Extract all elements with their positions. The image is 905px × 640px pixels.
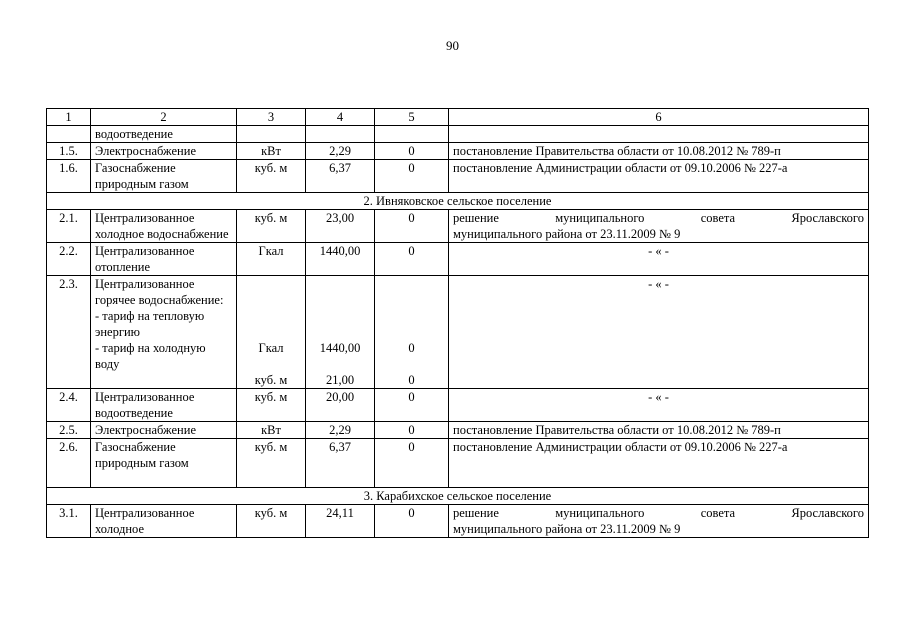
basis-cell bbox=[449, 505, 869, 538]
basis-cell: - « - bbox=[449, 389, 869, 422]
row-number-cell: 1.6. bbox=[47, 160, 91, 193]
service-name-cell: Электроснабжение bbox=[91, 422, 237, 439]
value-cell bbox=[306, 276, 375, 389]
col5-cell bbox=[375, 126, 449, 143]
col5-cell: 0 bbox=[375, 243, 449, 276]
table-row bbox=[47, 126, 869, 143]
table-row bbox=[47, 160, 869, 193]
row-number-cell bbox=[47, 126, 91, 143]
page-number: 90 bbox=[446, 38, 459, 53]
unit-cell: куб. м bbox=[237, 210, 306, 243]
basis-cell: - « - bbox=[449, 276, 869, 389]
col5-cell: 0 bbox=[375, 210, 449, 243]
service-name-cell bbox=[91, 276, 237, 389]
col5-cell bbox=[375, 276, 449, 389]
table-header-row bbox=[47, 109, 869, 126]
value-cell: 6,37 bbox=[306, 160, 375, 193]
row-number-cell: 2.1. bbox=[47, 210, 91, 243]
unit-value: Гкал bbox=[258, 341, 284, 355]
basis-line: решение муниципального совета Ярославского bbox=[453, 211, 864, 225]
unit-cell bbox=[237, 276, 306, 389]
table-row bbox=[47, 276, 869, 389]
row-number-cell: 1.5. bbox=[47, 143, 91, 160]
unit-cell: куб. м bbox=[237, 160, 306, 193]
header-cell: 1 bbox=[47, 109, 91, 126]
table-row bbox=[47, 210, 869, 243]
col5-cell: 0 bbox=[375, 439, 449, 488]
row-number-cell: 2.4. bbox=[47, 389, 91, 422]
col5-cell: 0 bbox=[375, 160, 449, 193]
service-name-cell: Электроснабжение bbox=[91, 143, 237, 160]
value-cell: 2,29 bbox=[306, 143, 375, 160]
col5-cell: 0 bbox=[375, 143, 449, 160]
unit-cell: кВт bbox=[237, 422, 306, 439]
table-row bbox=[47, 389, 869, 422]
table-row bbox=[47, 505, 869, 538]
basis-cell bbox=[449, 210, 869, 243]
row-number-cell: 2.2. bbox=[47, 243, 91, 276]
basis-cell: постановление Правительства области от 10.08.2012 № 789-п bbox=[449, 422, 869, 439]
basis-cell: постановление Администрации области от 09.10.2006 № 227-а bbox=[449, 439, 869, 488]
unit-cell bbox=[237, 126, 306, 143]
col5-value: 0 bbox=[408, 373, 415, 387]
col5-cell: 0 bbox=[375, 505, 449, 538]
section-title: 3. Карабихское сельское поселение bbox=[47, 488, 869, 505]
table-row bbox=[47, 439, 869, 488]
table-row bbox=[47, 243, 869, 276]
basis-cell: постановление Правительства области от 10.08.2012 № 789-п bbox=[449, 143, 869, 160]
value-cell: 23,00 bbox=[306, 210, 375, 243]
col5-value: 0 bbox=[408, 341, 415, 355]
service-name-cell: Централизованное холодное водоснабжение bbox=[91, 210, 237, 243]
tariff-table bbox=[46, 108, 869, 538]
basis-line: муниципального района от 23.11.2009 № 9 bbox=[453, 522, 681, 536]
value-value: 1440,00 bbox=[319, 341, 361, 355]
header-cell: 4 bbox=[306, 109, 375, 126]
row-number-cell: 2.3. bbox=[47, 276, 91, 389]
value-cell: 6,37 bbox=[306, 439, 375, 488]
service-name-line: Централизованное горячее водоснабжение: bbox=[95, 277, 224, 307]
unit-cell: куб. м bbox=[237, 439, 306, 488]
header-cell: 2 bbox=[91, 109, 237, 126]
service-name-cell: водоотведение bbox=[91, 126, 237, 143]
unit-value: куб. м bbox=[254, 373, 288, 387]
row-number-cell: 2.5. bbox=[47, 422, 91, 439]
value-cell: 1440,00 bbox=[306, 243, 375, 276]
table-row bbox=[47, 143, 869, 160]
header-cell: 6 bbox=[449, 109, 869, 126]
unit-cell: Гкал bbox=[237, 243, 306, 276]
header-cell: 5 bbox=[375, 109, 449, 126]
col5-cell: 0 bbox=[375, 389, 449, 422]
unit-cell: куб. м bbox=[237, 505, 306, 538]
value-value: 21,00 bbox=[325, 373, 355, 387]
row-number-cell: 3.1. bbox=[47, 505, 91, 538]
basis-cell: постановление Администрации области от 09.10.2006 № 227-а bbox=[449, 160, 869, 193]
value-cell: 2,29 bbox=[306, 422, 375, 439]
service-name-line: - тариф на тепловую энергию bbox=[95, 309, 205, 339]
basis-cell bbox=[449, 126, 869, 143]
basis-line: муниципального района от 23.11.2009 № 9 bbox=[453, 227, 681, 241]
service-name-cell: Газоснабжение природным газом bbox=[91, 160, 237, 193]
value-cell: 20,00 bbox=[306, 389, 375, 422]
header-cell: 3 bbox=[237, 109, 306, 126]
service-name-cell: Газоснабжение природным газом bbox=[91, 439, 237, 488]
section-row bbox=[47, 193, 869, 210]
service-name-cell: Централизованное холодное bbox=[91, 505, 237, 538]
service-name-line: - тариф на холодную воду bbox=[95, 341, 206, 371]
unit-cell: куб. м bbox=[237, 389, 306, 422]
col5-cell: 0 bbox=[375, 422, 449, 439]
service-name-cell: Централизованное отопление bbox=[91, 243, 237, 276]
service-name-cell: Централизованное водоотведение bbox=[91, 389, 237, 422]
basis-line: решение муниципального совета Ярославского bbox=[453, 506, 864, 520]
value-cell bbox=[306, 126, 375, 143]
section-row bbox=[47, 488, 869, 505]
row-number-cell: 2.6. bbox=[47, 439, 91, 488]
unit-cell: кВт bbox=[237, 143, 306, 160]
table-row bbox=[47, 422, 869, 439]
basis-cell: - « - bbox=[449, 243, 869, 276]
section-title: 2. Ивняковское сельское поселение bbox=[47, 193, 869, 210]
value-cell: 24,11 bbox=[306, 505, 375, 538]
